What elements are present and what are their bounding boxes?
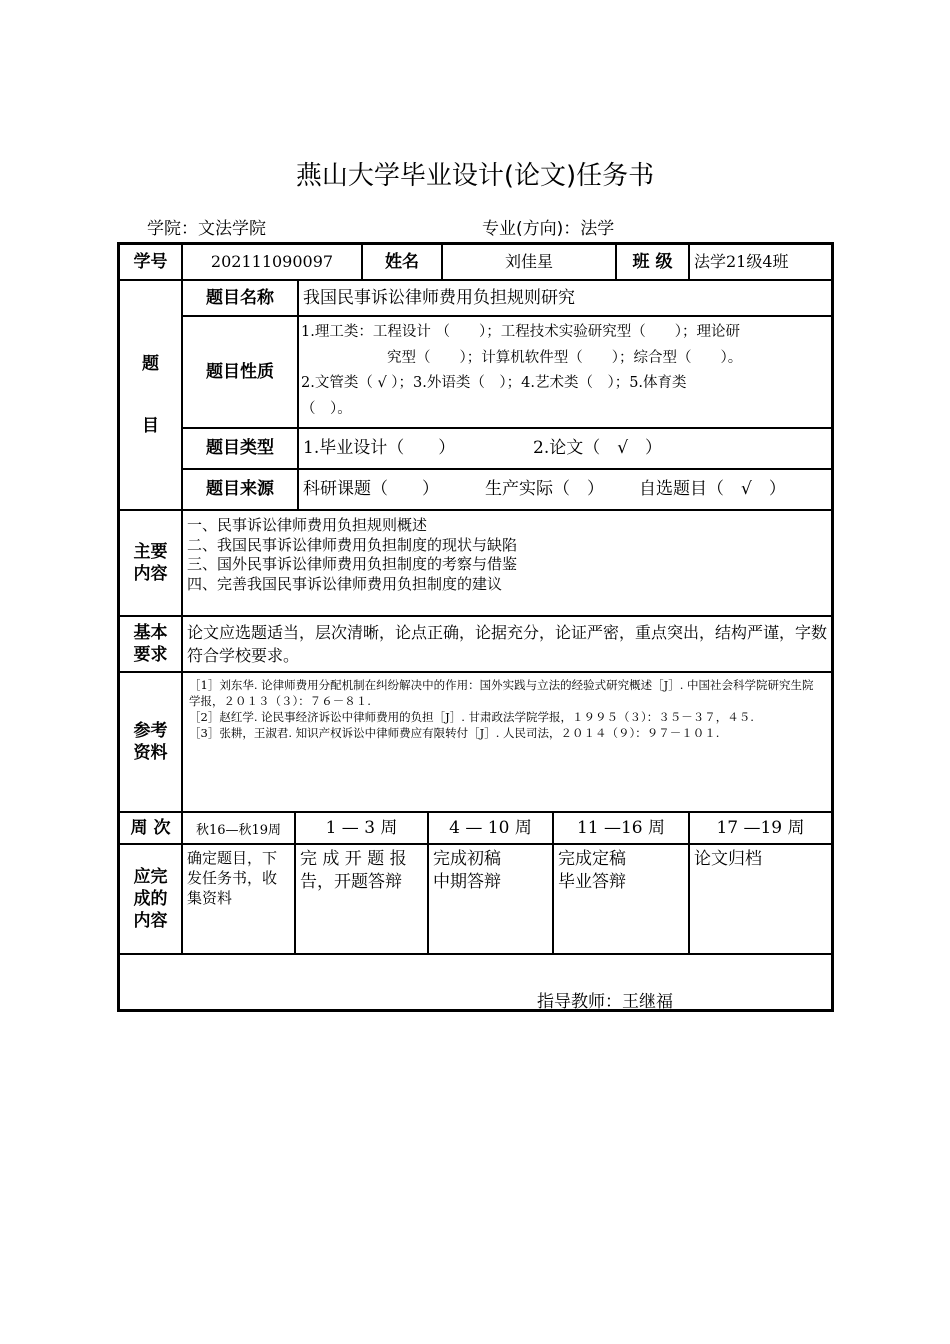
college-label: 学院： xyxy=(147,219,198,239)
topic-type-label: 题目类型 xyxy=(182,428,298,469)
student-name-label: 姓名 xyxy=(362,244,442,280)
topic-name-value: 我国民事诉讼律师费用负担规则研究 xyxy=(298,280,832,316)
task-cell: 确定题目，下发任务书，收集资料 xyxy=(182,844,295,954)
task-cell: 完成定稿 毕业答辩 xyxy=(553,844,689,954)
reference-item: ［1］刘东华. 论律师费用分配机制在纠纷解决中的作用：国外实践与立法的经验式研究概述［J］. 中国社会科学院研究生院学报，２０１３（３）：７６－８１. xyxy=(189,678,814,709)
topic-source-options xyxy=(298,469,832,510)
week-range: 11 —16 周 xyxy=(553,812,689,844)
task-cell: 完 成 开 题 报告，开题答辩 xyxy=(295,844,428,954)
student-id-label: 学号 xyxy=(119,244,182,280)
requirements-text: 论文应选题适当，层次清晰，论点正确，论据充分，论证严密，重点突出，结构严谨，字数符合学校要求。 xyxy=(182,616,832,672)
reference-item: ［3］张耕，王淑君. 知识产权诉讼中律师费应有限转付［J］. 人民司法，２０１４（９）：９７－１０１. xyxy=(189,726,720,741)
topic-nature-options xyxy=(298,316,832,428)
student-id-value: 202111090097 xyxy=(182,244,362,280)
content-item: 一、民事诉讼律师费用负担规则概述 xyxy=(187,516,428,534)
source-option-self: 自选题目（ √ ） xyxy=(639,479,786,500)
topic-label-1: 题 xyxy=(142,353,159,374)
content-label: 主要 内容 xyxy=(119,510,182,616)
class-label: 班 级 xyxy=(616,244,689,280)
tasks-label: 应完 成的 内容 xyxy=(119,844,182,954)
content-item: 四、完善我国民事诉讼律师费用负担制度的建议 xyxy=(187,574,503,593)
advisor-label: 指导教师： xyxy=(537,992,622,1010)
source-option-production: 生产实际（ ） xyxy=(485,479,604,500)
class-value: 法学21级4班 xyxy=(689,244,832,280)
topic-name-label: 题目名称 xyxy=(182,280,298,316)
week-range: 17 —19 周 xyxy=(689,812,832,844)
major-label: 专业(方向)： xyxy=(482,219,581,239)
content-item: 三、国外民事诉讼律师费用负担制度的考察与借鉴 xyxy=(187,555,518,573)
major-field xyxy=(482,214,614,239)
topic-label-2: 目 xyxy=(142,416,159,436)
source-option-research: 科研课题（ ） xyxy=(303,479,439,500)
college-value: 文法学院 xyxy=(198,219,266,239)
content-item: 二、我国民事诉讼律师费用负担制度的现状与缺陷 xyxy=(187,535,518,554)
week-range: 1 — 3 周 xyxy=(295,812,428,844)
nature-line: 1.理工类：工程设计 （ ）；工程技术实验研究型（ ）；理论研 xyxy=(301,324,740,340)
content-list xyxy=(182,510,832,616)
topic-nature-label: 题目性质 xyxy=(182,316,298,428)
week-range: 4 — 10 周 xyxy=(428,812,553,844)
references-list xyxy=(182,672,832,812)
nature-line: 究型（ ）；计算机软件型（ ）；综合型（ ）。 xyxy=(387,349,743,366)
topic-type-options xyxy=(298,428,832,469)
task-table xyxy=(117,242,834,1012)
topic-section-label xyxy=(119,280,182,510)
advisor-signature xyxy=(537,987,673,1010)
student-name-value: 刘佳星 xyxy=(442,244,616,280)
advisor-row xyxy=(119,954,832,1010)
week-range: 秋16—秋19周 xyxy=(182,812,295,844)
references-label: 参考 资料 xyxy=(119,672,182,812)
page-title: 燕山大学毕业设计(论文)任务书 xyxy=(295,161,655,191)
college-field xyxy=(147,214,266,239)
type-option-thesis: 2.论文（ √ ） xyxy=(533,438,663,459)
task-cell: 完成初稿 中期答辩 xyxy=(428,844,553,954)
advisor-name: 王继福 xyxy=(622,992,673,1010)
nature-line: 2.文管类（ √ ）；3.外语类（ ）；4.艺术类（ ）；5.体育类 xyxy=(301,375,687,391)
type-option-design: 1.毕业设计（ ） xyxy=(303,438,456,459)
major-value: 法学 xyxy=(580,219,615,239)
requirements-label: 基本 要求 xyxy=(119,616,182,672)
topic-source-label: 题目来源 xyxy=(182,469,298,510)
week-label: 周 次 xyxy=(119,812,182,844)
reference-item: ［2］赵红学. 论民事经济诉讼中律师费用的负担［J］. 甘肃政法学院学报，１９９５（３）：３５－３７，４５. xyxy=(189,710,754,725)
nature-line: （ ）。 xyxy=(301,400,352,417)
task-cell: 论文归档 xyxy=(689,844,832,954)
